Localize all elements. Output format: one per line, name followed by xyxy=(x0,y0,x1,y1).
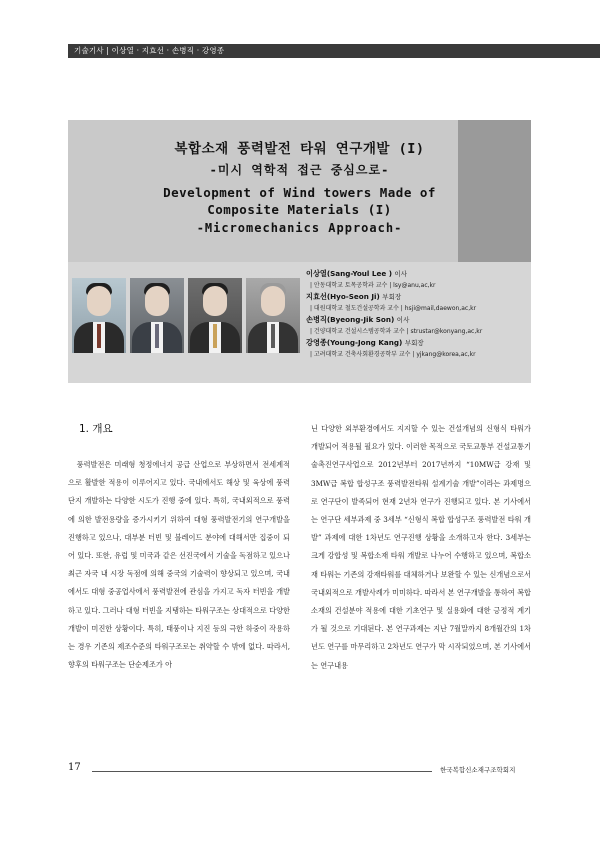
author-name: 강영종(Young-Jong Kang) xyxy=(306,338,403,347)
author-list xyxy=(306,268,531,360)
running-header xyxy=(68,44,600,58)
author-photo-4 xyxy=(246,278,300,353)
body-column-left xyxy=(68,456,290,674)
journal-name: 한국복합신소재구조학회지 xyxy=(440,766,516,774)
author-entry xyxy=(306,291,531,314)
body-column-right xyxy=(311,420,531,675)
section-heading: 1. 개요 xyxy=(79,423,113,435)
author-affiliation: | 고려대학교 건축사회환경공학부 교수 | yjkang@korea,ac,kr xyxy=(310,351,476,358)
body-paragraph: 닌 다양한 외부환경에서도 지지할 수 있는 건설개념의 신형식 타워가 개발되어 적용될 필요가 있다. 이러한 목적으로 국토교통부 건설교통기술촉진연구사업으로 2012년부터 2017년까지 “10MW급 강재 및 3MW급 복합 합성구조 풍력발전타워 설계기술 개발”이라는 과제명으로 연구단이 발족되어 현재 2년차 연구가 진행되고 있다. 본 기사에서는 연구단 세부과제 중 3세부 “신형식 복합 합성구조 풍력발전 타워 개발” 과제에 대한 1차년도 연구진행 상황을 소개하고자 한다. 3세부는 크게 강합성 및 복합소재 타워 개발로 나누어 수행하고 있으며, 복합소재 타워는 기존의 강재타워를 대체하거나 보완할 수 있는 신개념으로서 국내외적으로 개발사례가 미미하다. 따라서 본 연구개발을 통하여 복합소재의 건설분야 적용에 대한 기초연구 및 실용화에 대한 긍정적 계기가 될 것으로 기대된다. 본 연구과제는 지난 7월말까지 8개월간의 1차년도 연구를 마무리하고 2차년도 연구가 막 시작되었으며, 본 기사에서는 연구내용 xyxy=(311,424,531,670)
article-title-block xyxy=(68,140,531,236)
author-entry xyxy=(306,268,531,291)
author-entry xyxy=(306,337,531,360)
article-subtitle-en: -Micromechanics Approach- xyxy=(196,221,403,235)
author-role: 이사 xyxy=(396,316,410,324)
article-title-en-line1: Development of Wind towers Made of xyxy=(163,185,436,200)
article-title-ko: 복합소재 풍력발전 타워 연구개발 (I) xyxy=(174,141,425,157)
page-number: 17 xyxy=(68,762,81,773)
author-name: 이상열(Sang-Youl Lee ) xyxy=(306,269,393,278)
author-photos xyxy=(72,278,304,353)
author-photo-1 xyxy=(72,278,126,353)
author-photo-3 xyxy=(188,278,242,353)
author-name: 손병직(Byeong-Jik Son) xyxy=(306,315,395,324)
author-role: 부회장 xyxy=(382,293,402,301)
author-affiliation: | 안동대학교 토목공학과 교수 | lsy@anu,ac,kr xyxy=(310,282,436,289)
author-entry xyxy=(306,314,531,337)
author-name: 지효선(Hyo-Seon Ji) xyxy=(306,292,380,301)
author-role: 부회장 xyxy=(404,339,424,347)
article-title-en-line2: Composite Materials (I) xyxy=(207,202,392,217)
author-affiliation: | 대원대학교 철도건설공학과 교수 | hsji@mail,daewon,ac,kr xyxy=(310,305,477,312)
footer-divider xyxy=(92,771,432,772)
author-role: 이사 xyxy=(394,270,408,278)
running-header-text: 기술기사 | 이상열 · 지효선 · 손병직 · 강영종 xyxy=(74,46,225,55)
author-affiliation: | 건양대학교 건설시스템공학과 교수 | strustar@konyang,ac,kr xyxy=(310,328,483,335)
author-photo-2 xyxy=(130,278,184,353)
article-subtitle-ko: -미시 역학적 접근 중심으로- xyxy=(209,163,390,177)
body-paragraph: 풍력발전은 미래형 청정에너지 공급 산업으로 부상하면서 전세계적으로 활발한 적용이 이루어지고 있다. 국내에서도 해상 및 육상에 풍력단지 개발하는 다양한 시도가 진행 중에 있다. 특히, 국내외적으로 풍력에 의한 발전용량을 증가시키기 위하여 대형 풍력발전기의 연구개발을 진행하고 있으나, 대부분 터빈 및 블레이드 분야에 대해서만 집중이 되어 있다. 또한, 유럽 및 미국과 같은 선진국에서 기술을 독점하고 있으나 최근 자국 내 시장 독점에 의해 중국의 기술력이 향상되고 있으며, 국내에서도 대형 중공업사에서 풍력발전에 관심을 가지고 독자 터빈을 개발하고 있다. 그러나 대형 터빈을 지탱하는 타워구조는 상대적으로 다양한 개발이 미진한 상황이다. 특히, 태풍이나 지진 등의 극한 하중이 작용하는 경우 기존의 제조수준의 타워구조로는 취약할 수 밖에 없다. 따라서, 향후의 타워구조는 단순제조가 아 xyxy=(68,460,290,670)
